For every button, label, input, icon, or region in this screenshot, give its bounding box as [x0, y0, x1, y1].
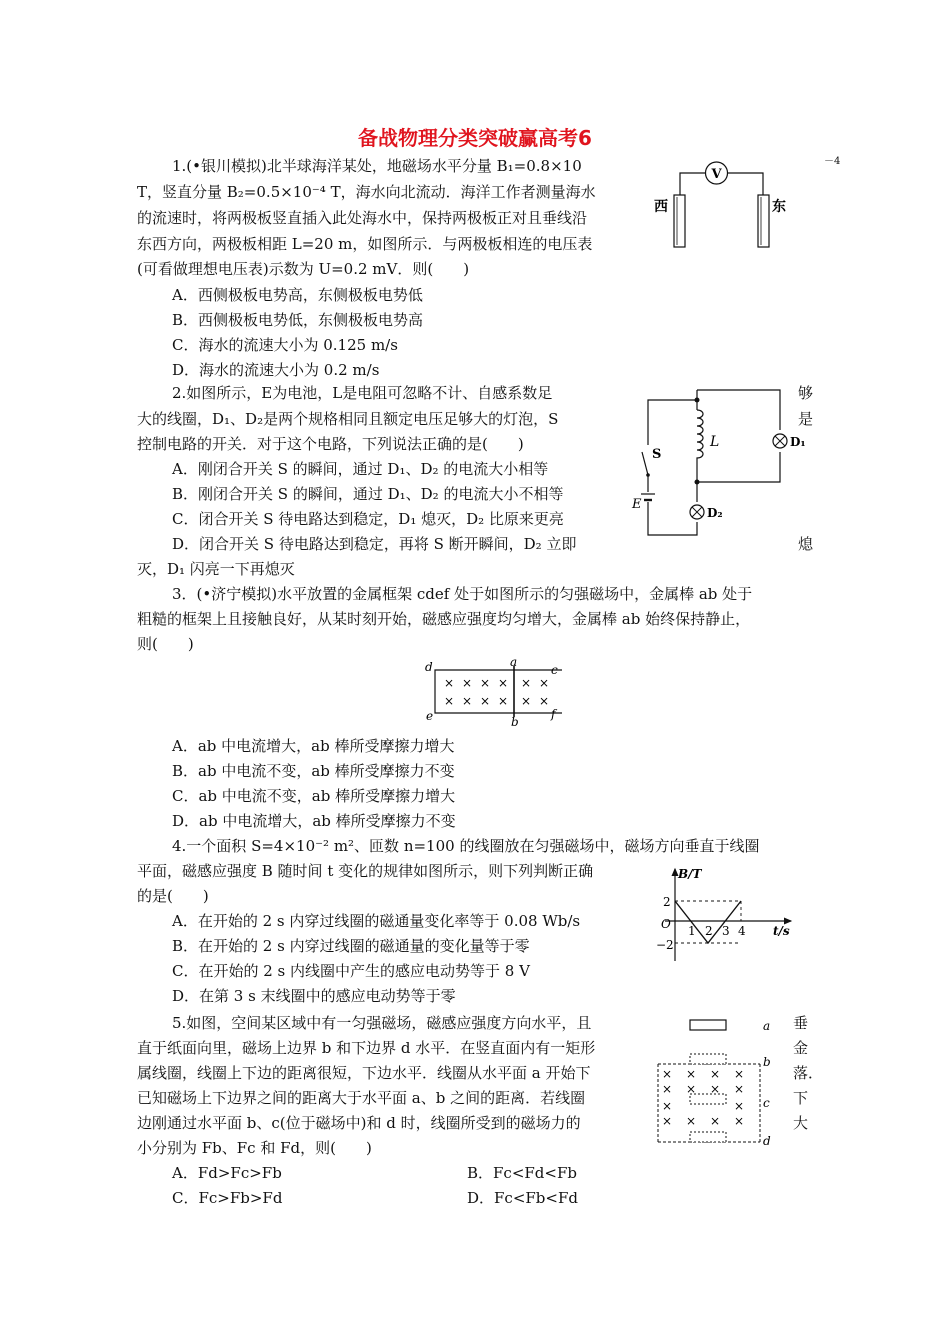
q3-option-a: A．ab 中电流增大，ab 棒所受摩擦力增大 — [172, 737, 455, 755]
q5-right-fragment-5: 大 — [793, 1114, 809, 1132]
q5-coil-at-b — [690, 1054, 726, 1064]
q1-east-label: 东 — [772, 199, 786, 215]
field-cross-mark: × — [498, 676, 509, 690]
q4-ytick-bottom: −2 — [656, 938, 674, 952]
q2-line-3: 控制电路的开关．对于这个电路，下列说法正确的是( ) — [137, 435, 524, 453]
q3-label-f: f — [551, 707, 556, 721]
field-cross-mark: × — [662, 1067, 673, 1081]
q3-line-3: 则( ) — [137, 635, 194, 653]
field-cross-mark: × — [710, 1114, 721, 1128]
q4-xtick-2: 2 — [705, 924, 713, 938]
field-cross-mark: × — [686, 1114, 697, 1128]
q5-line-4: 已知磁场上下边界之间的距离大于水平面 a、b 之间的距离．若线圈 — [137, 1089, 586, 1107]
field-cross-mark: × — [686, 1082, 697, 1096]
q5-right-fragment-4: 下 — [793, 1089, 809, 1107]
field-cross-mark: × — [444, 676, 455, 690]
field-cross-mark: × — [734, 1099, 745, 1113]
q2-right-fragment-1: 够 — [798, 384, 814, 402]
q1-option-d: D．海水的流速大小为 0.2 m/s — [172, 361, 380, 379]
q5-line-3: 属线圈，线圈上下边的距离很短，下边水平．线圈从水平面 a 开始下 — [137, 1064, 591, 1082]
field-cross-mark: × — [480, 676, 491, 690]
q1-west-label: 西 — [654, 199, 668, 215]
q4-ytick-top: 2 — [663, 895, 671, 909]
q1-exponent-fragment: －4 — [824, 156, 841, 167]
q3-option-c: C．ab 中电流不变，ab 棒所受摩擦力增大 — [172, 787, 456, 805]
q3-label-b: b — [511, 715, 519, 729]
q5-option-b: B．Fc<Fd<Fb — [467, 1164, 577, 1182]
q1-line-1: 1.(•银川模拟)北半球海洋某处，地磁场水平分量 B₁=0.8×10 — [172, 157, 582, 175]
q1-line-3: 的流速时，将两极板竖直插入此处海水中，保持两极板正对且垂线沿 — [137, 209, 588, 227]
q5-right-fragment-3: 落． — [793, 1064, 824, 1082]
field-cross-mark: × — [521, 676, 532, 690]
q2-option-d-tail: 熄 — [798, 535, 814, 553]
q3-line-2: 粗糙的框架上且接触良好，从某时刻开始，磁感应强度均匀增大，金属棒 ab 始终保持静止， — [137, 610, 751, 628]
q5-coil-at-d — [690, 1132, 726, 1142]
field-cross-mark: × — [662, 1099, 673, 1113]
field-cross-mark: × — [498, 694, 509, 708]
q4-xtick-4: 4 — [738, 924, 746, 938]
q5-label-b: b — [763, 1055, 771, 1069]
q3-option-b: B．ab 中电流不变，ab 棒所受摩擦力不变 — [172, 762, 455, 780]
q5-line-1: 5.如图，空间某区域中有一匀强磁场，磁感应强度方向水平，且 — [172, 1014, 592, 1032]
q4-ylabel: B/T — [678, 867, 702, 881]
q5-line-5: 边刚通过水平面 b、c(位于磁场中)和 d 时，线圈所受到的磁场力的 — [137, 1114, 581, 1132]
page-title: 备战物理分类突破赢高考6 — [358, 126, 592, 150]
q4-option-b: B．在开始的 2 s 内穿过线圈的磁通量的变化量等于零 — [172, 937, 530, 955]
q5-figure — [650, 1018, 780, 1148]
q4-xtick-1: 1 — [688, 924, 696, 938]
q5-line-6: 小分别为 Fb、Fc 和 Fd，则( ) — [137, 1139, 372, 1157]
q2-option-b: B．刚闭合开关 S 的瞬间，通过 D₁、D₂ 的电流大小不相等 — [172, 485, 564, 503]
q1-option-a: A．西侧极板电势高，东侧极板电势低 — [172, 286, 423, 304]
q5-label-d: d — [763, 1134, 771, 1148]
q4-xtick-3: 3 — [722, 924, 730, 938]
east-plate — [758, 195, 769, 247]
q1-line-4: 东西方向，两极板相距 L=20 m，如图所示．与两极板相连的电压表 — [137, 235, 593, 253]
q2-option-c: C．闭合开关 S 待电路达到稳定，D₁ 熄灭，D₂ 比原来更亮 — [172, 510, 564, 528]
field-cross-mark: × — [710, 1067, 721, 1081]
q2-figure — [630, 390, 806, 550]
q3-figure — [420, 655, 570, 729]
q2-line-2: 大的线圈，D₁、D₂是两个规格相同且额定电压足够大的灯泡，S — [137, 410, 559, 428]
q4-origin: O — [661, 917, 671, 931]
q4-figure — [655, 865, 800, 970]
q5-label-c: c — [763, 1096, 770, 1110]
q1-line-2: T，竖直分量 B₂=0.5×10⁻⁴ T，海水向北流动．海洋工作者测量海水 — [137, 183, 596, 201]
q1-option-b: B．西侧极板电势低，东侧极板电势高 — [172, 311, 424, 329]
field-cross-mark: × — [710, 1082, 721, 1096]
q4-xlabel: t/s — [773, 924, 790, 938]
q5-label-a: a — [763, 1019, 771, 1033]
field-cross-mark: × — [462, 676, 473, 690]
q4-line-3: 的是( ) — [137, 887, 209, 905]
q2-label-e: E — [632, 497, 642, 512]
q5-option-c: C．Fc>Fb>Fd — [172, 1189, 283, 1207]
q3-option-d: D．ab 中电流增大，ab 棒所受摩擦力不变 — [172, 812, 456, 830]
west-plate — [674, 195, 685, 247]
q5-line-2: 直于纸面向里，磁场上边界 b 和下边界 d 水平．在竖直面内有一矩形 — [137, 1039, 596, 1057]
field-cross-mark: × — [734, 1067, 745, 1081]
q3-line-1: 3．(•济宁模拟)水平放置的金属框架 cdef 处于如图所示的匀强磁场中，金属棒 ab 处于 — [172, 585, 753, 603]
q3-label-e: e — [426, 709, 434, 723]
field-cross-mark: × — [539, 694, 550, 708]
q4-line-2: 平面，磁感应强度 B 随时间 t 变化的规律如图所示，则下列判断正确 — [137, 862, 594, 880]
q1-option-c: C．海水的流速大小为 0.125 m/s — [172, 336, 398, 354]
field-cross-mark: × — [462, 694, 473, 708]
q3-label-a: a — [510, 655, 518, 669]
q2-option-d: D．闭合开关 S 待电路达到稳定，再将 S 断开瞬间，D₂ 立即 — [172, 535, 577, 553]
q2-line-1: 2.如图所示，E为电池，L是电阻可忽略不计、自感系数足 — [172, 384, 553, 402]
field-cross-mark: × — [734, 1082, 745, 1096]
q4-option-c: C．在开始的 2 s 内线圈中产生的感应电动势等于 8 V — [172, 962, 530, 980]
q1-meter-label: V — [711, 167, 722, 182]
q4-option-a: A．在开始的 2 s 内穿过线圈的磁通量变化率等于 0.08 Wb/s — [172, 912, 581, 930]
field-cross-mark: × — [662, 1114, 673, 1128]
q5-option-d: D．Fc<Fb<Fd — [467, 1189, 578, 1207]
field-cross-mark: × — [480, 694, 491, 708]
q2-option-d-continued: 灭，D₁ 闪亮一下再熄灭 — [137, 560, 295, 578]
q2-label-L: L — [710, 434, 720, 450]
q2-label-d1: D₁ — [790, 435, 806, 449]
q2-label-d2: D₂ — [707, 506, 723, 520]
q4-option-d: D．在第 3 s 末线圈中的感应电动势等于零 — [172, 987, 456, 1005]
field-cross-mark: × — [539, 676, 550, 690]
q2-option-a: A．刚闭合开关 S 的瞬间，通过 D₁、D₂ 的电流大小相等 — [172, 460, 549, 478]
field-cross-mark: × — [662, 1082, 673, 1096]
q5-coil-top — [690, 1020, 726, 1030]
field-cross-mark: × — [521, 694, 532, 708]
field-cross-mark: × — [734, 1114, 745, 1128]
q5-option-a: A．Fd>Fc>Fb — [172, 1164, 282, 1182]
q1-line-5: (可看做理想电压表)示数为 U=0.2 mV．则( ) — [137, 260, 470, 278]
q5-right-fragment-1: 垂 — [793, 1014, 809, 1032]
q1-figure — [650, 155, 810, 255]
field-cross-mark: × — [686, 1067, 697, 1081]
q3-label-c: c — [551, 663, 558, 677]
q3-label-d: d — [425, 660, 433, 674]
field-cross-mark: × — [444, 694, 455, 708]
q3-field-crosses — [444, 676, 549, 708]
q4-line-1: 4.一个面积 S=4×10⁻² m²、匝数 n=100 的线圈放在匀强磁场中，磁场方向垂直于线圈 — [172, 837, 760, 855]
q5-right-fragment-2: 金 — [793, 1039, 809, 1057]
q2-label-s: S — [652, 447, 662, 462]
q2-right-fragment-2: 是 — [798, 410, 814, 428]
